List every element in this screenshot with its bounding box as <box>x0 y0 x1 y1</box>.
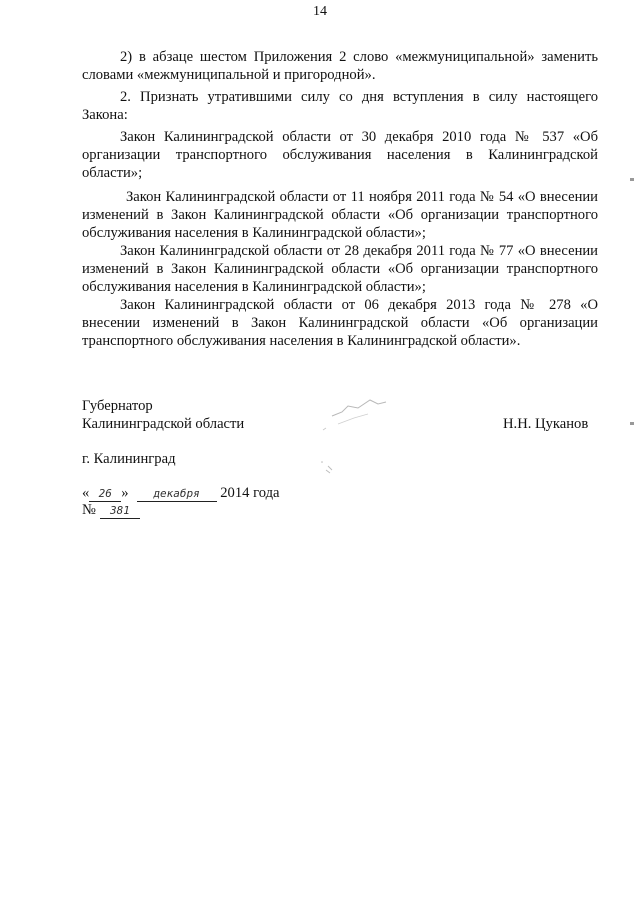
scan-edge-mark <box>630 422 634 425</box>
number-sign: № <box>82 502 96 518</box>
date-day: 26 <box>89 487 121 502</box>
page-number: 14 <box>313 4 327 19</box>
paragraph-law-537: Закон Калининградской области от 30 декабря 2010 года № 537 «Об организации транспортного обслуживания населения в Калининградской области»; <box>82 129 598 181</box>
date-close-quote: » <box>121 485 129 501</box>
signature-region: Калининградской области <box>82 416 245 432</box>
signature-position: Губернатор <box>82 398 153 414</box>
document-body <box>82 48 598 350</box>
date-month: декабря <box>137 487 217 502</box>
law-number-value: 381 <box>100 504 140 519</box>
signing-date <box>82 484 280 502</box>
law-number <box>82 501 140 519</box>
paragraph-repeal-intro: 2. Признать утратившими силу со дня вступления в силу настоящего Закона: <box>82 89 598 123</box>
paragraph-law-77: Закон Калининградской области от 28 декабря 2011 года № 77 «О внесении изменений в Закон Калининградской области «Об организации транспортного обслуживания населения в Калининградской области»; <box>82 243 598 295</box>
place-of-signing: г. Калининград <box>82 451 176 467</box>
paragraph-law-54: Закон Калининградской области от 11 ноября 2011 года № 54 «О внесении изменений в Закон Калининградской области «Об организации транспортного обслуживания населения в Калининградской области»; <box>82 189 598 241</box>
scan-edge-mark <box>630 178 634 181</box>
paragraph-amendment: 2) в абзаце шестом Приложения 2 слово «межмуниципальной» заменить словами «межмуниципальной и пригородной». <box>82 49 598 83</box>
paragraph-law-278: Закон Калининградской области от 06 декабря 2013 года № 278 «О внесении изменений в Закон Калининградской области «Об организации транспортного обслуживания населения в Калининградской области». <box>82 297 598 349</box>
date-open-quote: « <box>82 485 90 501</box>
faint-stamp-mark <box>318 390 398 480</box>
signatory-name: Н.Н. Цуканов <box>503 416 589 432</box>
date-year: 2014 года <box>220 485 280 501</box>
signature-title <box>82 397 244 433</box>
